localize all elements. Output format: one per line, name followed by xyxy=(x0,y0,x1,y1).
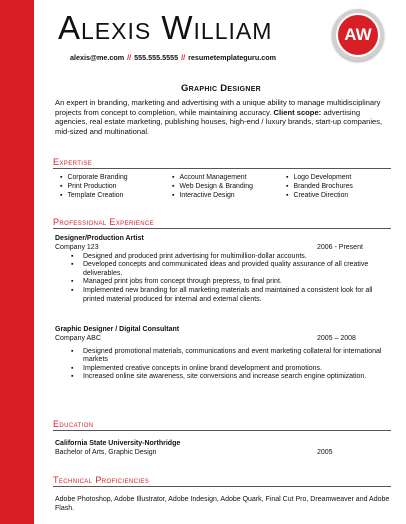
expertise-item: ▪ Print Production xyxy=(60,183,128,192)
job-title: Graphic Designer xyxy=(180,83,262,94)
job-bullet: ▪ Designed promotional materials, communications and event marketing collateral for international markets xyxy=(71,348,391,365)
expertise-item: ▪ Corporate Branding xyxy=(60,174,128,183)
expertise-item: ▪ Logo Development xyxy=(286,174,353,183)
job-bullet: ▪ Developed concepts and communicated ideas and provided quality assurance of all creative deliverables. xyxy=(71,261,391,278)
expertise-item: ▪ Template Creation xyxy=(60,192,128,201)
contact-separator: // xyxy=(181,53,186,62)
education-school: California State University-Northridge xyxy=(55,440,181,447)
education-degree: Bachelor of Arts, Graphic Design xyxy=(55,448,157,456)
client-scope-text: advertising agencies, real estate marketing, publishing houses, high-end / luxury brands, start-up companies, mid-sized and multinational. xyxy=(55,107,383,137)
contact-separator: // xyxy=(127,53,132,62)
section-divider xyxy=(53,430,391,431)
section-heading-technical: Technical Proficiencies xyxy=(53,475,150,485)
education-entry xyxy=(55,440,391,458)
technical-proficiencies-text: Adobe Photoshop, Adobe Illustrator, Adobe Indesign, Adobe Quark, Final Cut Pro, Dreamweaver and Adobe Flash. xyxy=(55,496,390,513)
job-entry-bullets xyxy=(71,348,391,382)
job-entry-bullets xyxy=(71,253,391,305)
section-heading-experience: Professional Experience xyxy=(53,217,155,227)
expertise-item: ▪ Creative Direction xyxy=(286,192,353,201)
summary-paragraph xyxy=(55,98,391,137)
section-heading-education: Education xyxy=(53,419,94,429)
initials-badge-ring xyxy=(332,9,384,61)
candidate-name: Alexis William xyxy=(58,9,273,46)
expertise-item: ▪ Web Design & Branding xyxy=(172,183,253,192)
client-scope-label: Client scope: xyxy=(273,107,322,117)
job-entry-title: Designer/Production Artist xyxy=(55,235,144,242)
contact-email: alexis@me.com xyxy=(70,53,125,62)
expertise-item: ▪ Interactive Design xyxy=(172,192,253,201)
job-bullet: ▪ Increased online site awareness, site conversions and increase search engine optimization. xyxy=(71,373,391,382)
resume-page xyxy=(44,0,398,524)
job-bullet: ▪ Implemented creative concepts in online brand development and promotions. xyxy=(71,365,391,374)
job-entry-dates: 2005 – 2008 xyxy=(317,334,356,342)
expertise-item: ▪ Account Management xyxy=(172,174,253,183)
job-bullet: ▪ Managed print jobs from concept through prepress, to final print. xyxy=(71,278,391,287)
education-year: 2005 xyxy=(317,448,333,456)
job-entry xyxy=(55,326,391,382)
job-entry-company: Company ABC xyxy=(55,334,101,342)
job-entry-title: Graphic Designer / Digital Consultant xyxy=(55,326,180,333)
job-bullet: ▪ Implemented new branding for all marketing materials and maintained a consistent look for all printed material produced for internal and external clients. xyxy=(71,287,391,304)
contact-phone: 555.555.5555 xyxy=(134,53,179,62)
red-sidebar xyxy=(0,0,34,524)
summary-text: An expert in branding, marketing and advertising with a unique ability to manage multidisciplinary projects from concept to completion, while maintaining accuracy. xyxy=(55,98,381,117)
initials-badge: AW xyxy=(336,13,380,57)
job-bullet: ▪ Designed and produced print advertising for multimillion-dollar accounts. xyxy=(71,253,391,262)
education-meta xyxy=(55,449,391,458)
job-entry-meta xyxy=(55,335,391,344)
expertise-column xyxy=(60,174,128,200)
expertise-column xyxy=(286,174,353,200)
job-entry-meta xyxy=(55,244,391,253)
job-entry-company: Company 123 xyxy=(55,243,99,251)
job-entry xyxy=(55,235,391,304)
expertise-item: ▪ Branded Brochures xyxy=(286,183,353,192)
contact-website: resumetemplateguru.com xyxy=(188,53,276,62)
job-entry-dates: 2006 - Present xyxy=(317,243,363,251)
section-divider xyxy=(53,486,391,487)
section-heading-expertise: Expertise xyxy=(53,157,93,167)
section-divider xyxy=(53,168,391,169)
contact-line xyxy=(70,53,276,62)
section-divider xyxy=(53,228,391,229)
expertise-column xyxy=(172,174,253,200)
